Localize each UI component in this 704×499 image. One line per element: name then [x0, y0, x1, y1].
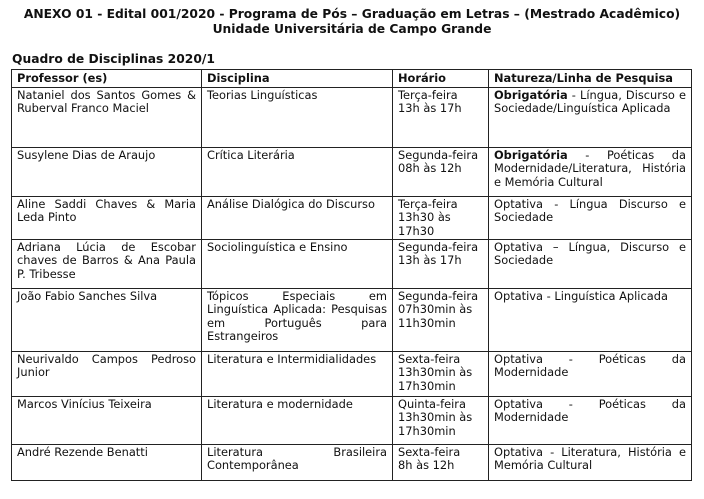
cell-hora: 13h às 17h: [398, 101, 462, 116]
document-subtitle: Unidade Universitária de Campo Grande: [212, 22, 492, 36]
cell-professor: Aline Saddi Chaves & Maria Leda Pinto: [12, 197, 202, 240]
table-row: [12, 352, 692, 397]
cell-professor: Nataniel dos Santos Gomes & Ruberval Franco Maciel: [12, 88, 202, 148]
cell-professor: João Fabio Sanches Silva: [12, 289, 202, 352]
cell-hora: 08h às 12h: [398, 161, 462, 176]
natureza-linha: Optativa - Poéticas da Modernidade: [494, 397, 686, 425]
cell-natureza: [489, 240, 692, 289]
cell-dia: Segunda-feira: [398, 240, 479, 254]
cell-professor: André Rezende Benatti: [12, 445, 202, 481]
cell-hora: 8h às 12h: [398, 458, 455, 473]
column-header-horario: Horário: [393, 70, 489, 88]
column-header-natureza: Natureza/Linha de Pesquisa: [489, 70, 692, 88]
cell-horario: [393, 397, 489, 445]
natureza-linha: Optativa - Literatura, História e Memória Cultural: [494, 445, 686, 473]
cell-dia: Terça-feira: [398, 197, 458, 211]
natureza-tipo: Obrigatória: [494, 148, 568, 162]
cell-disciplina: Sociolinguística e Ensino: [202, 240, 393, 289]
cell-horario: [393, 240, 489, 289]
table-row: [12, 445, 692, 481]
cell-horario: [393, 148, 489, 197]
cell-disciplina: Literatura e Intermidialidades: [202, 352, 393, 397]
column-header-professor: Professor (es): [12, 70, 202, 88]
table-header-row: [12, 70, 692, 88]
natureza-linha: Optativa - Linguística Aplicada: [494, 289, 668, 303]
disciplines-table: [11, 69, 692, 481]
cell-dia: Segunda-feira: [398, 289, 479, 303]
cell-dia: Segunda-feira: [398, 148, 479, 162]
table-row: [12, 397, 692, 445]
cell-horario: [393, 88, 489, 148]
cell-disciplina: Crítica Literária: [202, 148, 393, 197]
natureza-linha: Optativa - Poéticas da Modernidade: [494, 352, 686, 380]
natureza-tipo: Obrigatória: [494, 88, 568, 102]
natureza-linha: Optativa – Língua, Discurso e Sociedade: [494, 240, 686, 268]
cell-hora: 07h30min às 11h30min: [398, 302, 473, 330]
cell-horario: [393, 445, 489, 481]
cell-natureza: [489, 352, 692, 397]
table-row: [12, 197, 692, 240]
cell-professor: Susylene Dias de Araujo: [12, 148, 202, 197]
cell-hora: 13h30min às 17h30min: [398, 365, 473, 393]
natureza-linha: - Língua, Discurso e Sociedade/Linguística Aplicada: [494, 88, 686, 116]
cell-professor: Neurivaldo Campos Pedroso Junior: [12, 352, 202, 397]
cell-dia: Quinta-feira: [398, 397, 466, 411]
cell-hora: 13h às 17h: [398, 253, 462, 268]
cell-dia: Sexta-feira: [398, 352, 461, 366]
table-row: [12, 240, 692, 289]
cell-horario: [393, 352, 489, 397]
cell-horario: [393, 289, 489, 352]
table-row: [12, 289, 692, 352]
cell-natureza: [489, 197, 692, 240]
cell-natureza: [489, 289, 692, 352]
cell-disciplina: Tópicos Especiais em Linguística Aplicada: Pesquisas em Português para Estrangeiros: [202, 289, 393, 352]
cell-hora: 13h30min às 17h30min: [398, 410, 473, 438]
table-row: [12, 148, 692, 197]
cell-horario: [393, 197, 489, 240]
cell-disciplina: Análise Dialógica do Discurso: [202, 197, 393, 240]
cell-disciplina: Literatura Brasileira Contemporânea: [202, 445, 393, 481]
cell-professor: Marcos Vinícius Teixeira: [12, 397, 202, 445]
cell-dia: Sexta-feira: [398, 445, 461, 459]
cell-disciplina: Teorias Linguísticas: [202, 88, 393, 148]
cell-hora: 13h30 às 17h30: [398, 210, 451, 238]
table-row: [12, 88, 692, 148]
table-caption: Quadro de Disciplinas 2020/1: [12, 52, 215, 66]
cell-natureza: [489, 88, 692, 148]
cell-disciplina: Literatura e modernidade: [202, 397, 393, 445]
column-header-disciplina: Disciplina: [202, 70, 393, 88]
cell-dia: Terça-feira: [398, 88, 458, 102]
cell-natureza: [489, 148, 692, 197]
document-title: ANEXO 01 - Edital 001/2020 - Programa de Pós – Graduação em Letras – (Mestrado Acadêmico): [23, 7, 681, 21]
natureza-linha: - Poéticas da Modernidade/Literatura, História e Memória Cultural: [494, 148, 686, 189]
cell-natureza: [489, 397, 692, 445]
cell-professor: Adriana Lúcia de Escobar chaves de Barros & Ana Paula P. Tribesse: [12, 240, 202, 289]
cell-natureza: [489, 445, 692, 481]
natureza-linha: Optativa - Língua Discurso e Sociedade: [494, 197, 686, 225]
